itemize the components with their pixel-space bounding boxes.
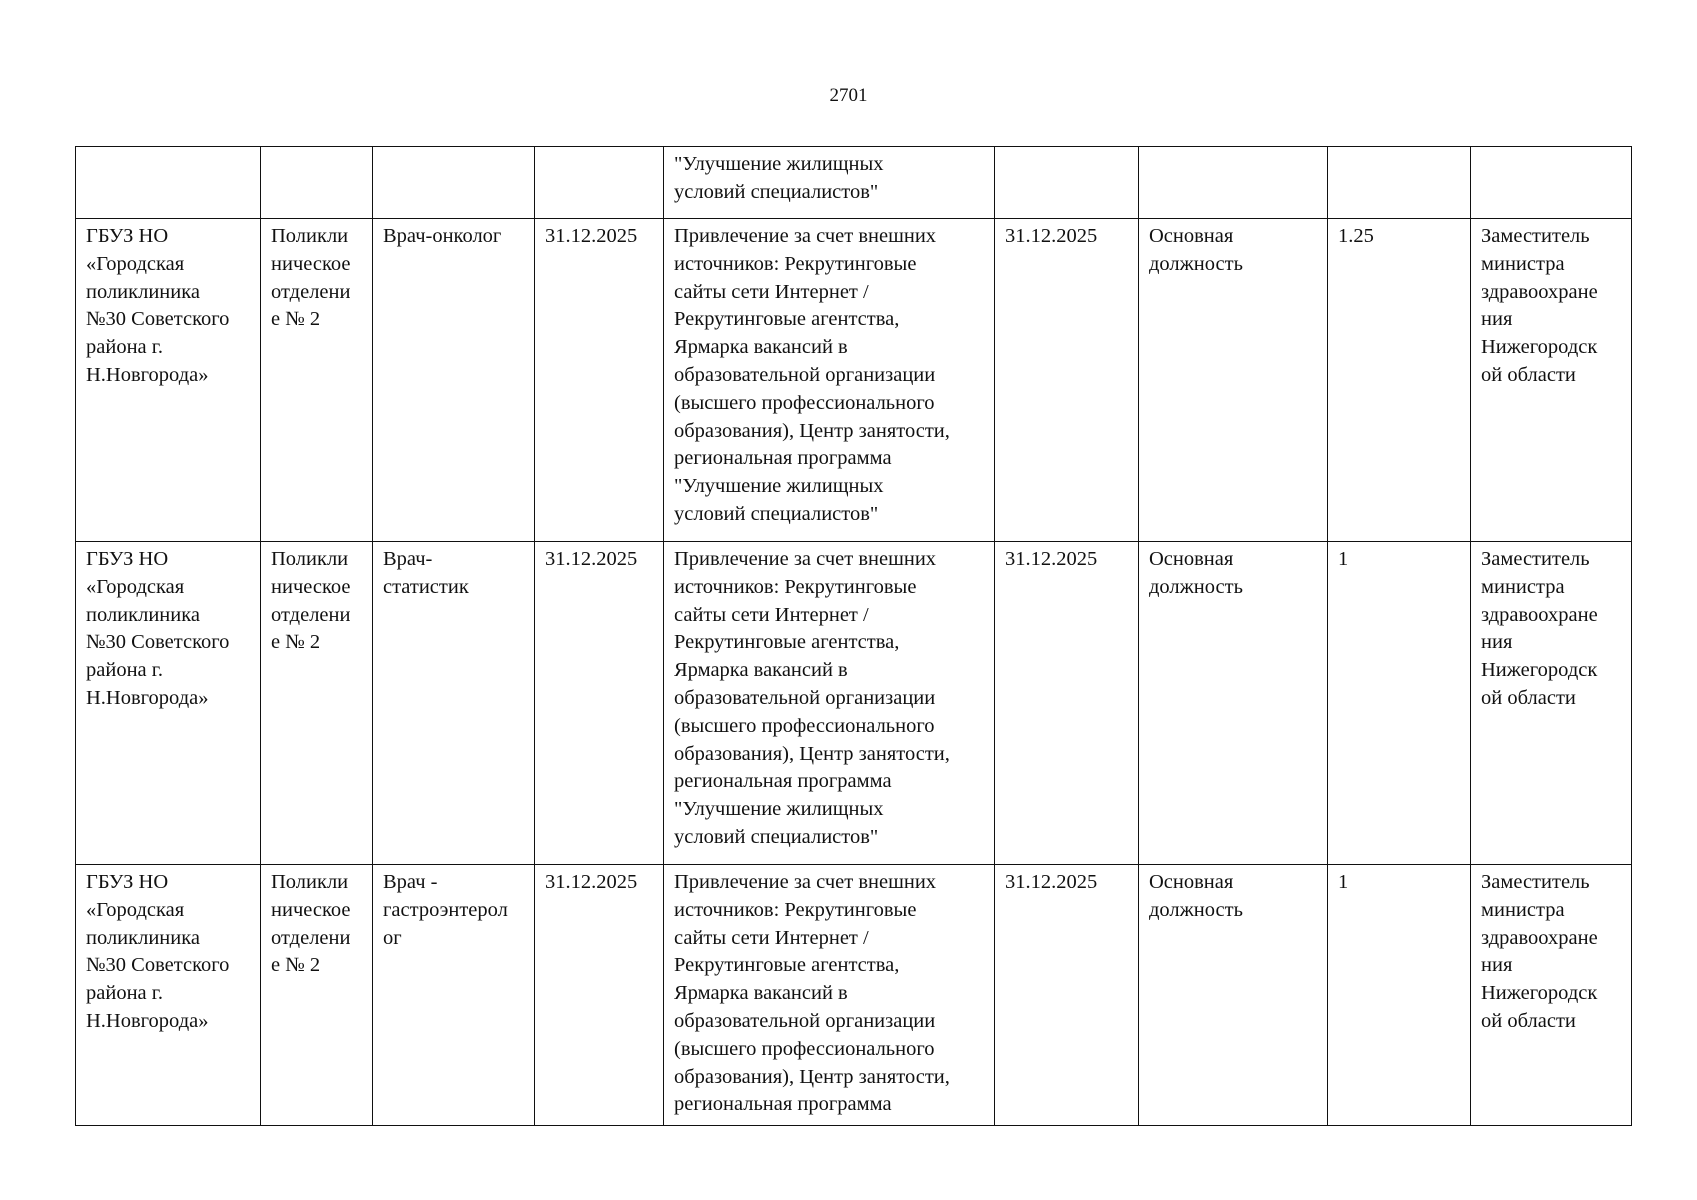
date-cell xyxy=(535,147,664,219)
organization-cell: ГБУЗ НО «Городская поликлиника №30 Советского района г. Н.Новгорода» xyxy=(76,865,261,1126)
responsible-cell: Заместитель министра здравоохране ния Нижегородск ой области xyxy=(1471,865,1632,1126)
department-cell: Поликли ническое отделени е № 2 xyxy=(261,865,373,1126)
date-cell: 31.12.2025 xyxy=(535,542,664,865)
deadline-cell: 31.12.2025 xyxy=(995,219,1139,542)
responsible-cell: Заместитель министра здравоохране ния Нижегородск ой области xyxy=(1471,219,1632,542)
table-row xyxy=(76,219,1632,542)
position-cell: Врач-онколог xyxy=(373,219,535,542)
table-row xyxy=(76,147,1632,219)
measures-cell: "Улучшение жилищных условий специалистов" xyxy=(664,147,995,219)
responsible-cell: Заместитель министра здравоохране ния Нижегородск ой области xyxy=(1471,542,1632,865)
table-row xyxy=(76,542,1632,865)
rate-cell: 1 xyxy=(1328,542,1471,865)
measures-cell: Привлечение за счет внешних источников: Рекрутинговые сайты сети Интернет / Рекрутинговые агентства, Ярмарка вакансий в образовательной организации (высшего профессионального образования), Центр занятости, региональная программа xyxy=(664,865,995,1126)
date-cell: 31.12.2025 xyxy=(535,219,664,542)
position-cell xyxy=(373,147,535,219)
department-cell: Поликли ническое отделени е № 2 xyxy=(261,542,373,865)
deadline-cell xyxy=(995,147,1139,219)
table-row xyxy=(76,865,1632,1126)
vacancy-table xyxy=(75,146,1632,1126)
department-cell: Поликли ническое отделени е № 2 xyxy=(261,219,373,542)
position-cell: Врач- статистик xyxy=(373,542,535,865)
position-type-cell: Основная должность xyxy=(1139,219,1328,542)
deadline-cell: 31.12.2025 xyxy=(995,542,1139,865)
department-cell xyxy=(261,147,373,219)
organization-cell: ГБУЗ НО «Городская поликлиника №30 Советского района г. Н.Новгорода» xyxy=(76,219,261,542)
organization-cell: ГБУЗ НО «Городская поликлиника №30 Советского района г. Н.Новгорода» xyxy=(76,542,261,865)
measures-cell: Привлечение за счет внешних источников: Рекрутинговые сайты сети Интернет / Рекрутинговые агентства, Ярмарка вакансий в образовательной организации (высшего профессионального образования), Центр занятости, региональная программа "Улучшение жилищных условий специалистов" xyxy=(664,542,995,865)
position-type-cell: Основная должность xyxy=(1139,542,1328,865)
deadline-cell: 31.12.2025 xyxy=(995,865,1139,1126)
page-number: 2701 xyxy=(829,85,868,106)
measures-cell: Привлечение за счет внешних источников: Рекрутинговые сайты сети Интернет / Рекрутинговые агентства, Ярмарка вакансий в образовательной организации (высшего профессионального образования), Центр занятости, региональная программа "Улучшение жилищных условий специалистов" xyxy=(664,219,995,542)
rate-cell: 1 xyxy=(1328,865,1471,1126)
position-cell: Врач - гастроэнтерол ог xyxy=(373,865,535,1126)
position-type-cell xyxy=(1139,147,1328,219)
date-cell: 31.12.2025 xyxy=(535,865,664,1126)
rate-cell xyxy=(1328,147,1471,219)
responsible-cell xyxy=(1471,147,1632,219)
position-type-cell: Основная должность xyxy=(1139,865,1328,1126)
organization-cell xyxy=(76,147,261,219)
rate-cell: 1.25 xyxy=(1328,219,1471,542)
